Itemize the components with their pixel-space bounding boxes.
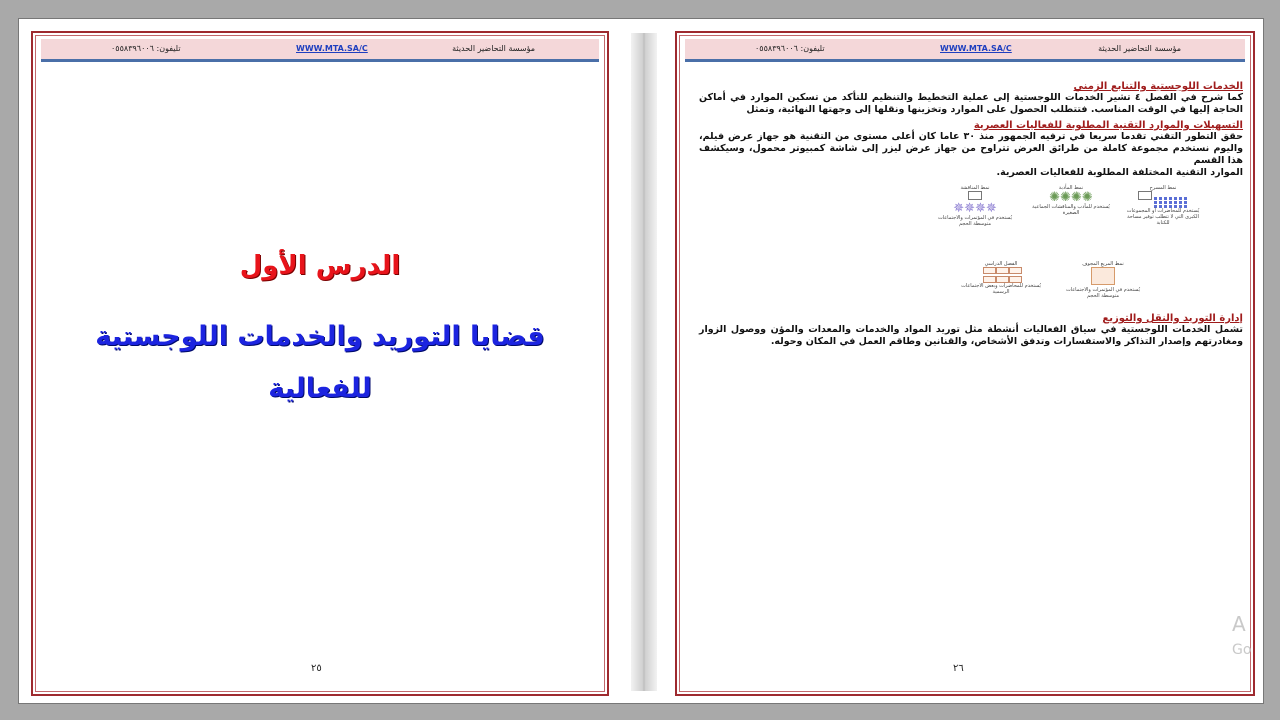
header-org: مؤسسة التحاضير الحديثة: [1098, 44, 1181, 53]
book-gutter: [631, 33, 657, 691]
figure-item-title: الفصل الدراسي: [984, 261, 1018, 267]
section-body: كما شرح في الفصل ٤ تشير الخدمات اللوجستية إلى عملية التخطيط والتنظيم للتأكد من تسكين الموارد في أماكن الحاجة إليها في الوقت المناسب. فتتطلب الحصول على الموارد وتخزينها ونقلها إلى وجهتها النهائية، وتمثل: [699, 92, 1243, 115]
section-body: حقق التطور التقني تقدما سريعا في ترفيه الجمهور منذ ٣٠ عاما كان أعلى مستوى من التقنية هو جهاز عرض فيلم، واليوم نستخدم مجموعة كاملة من طرائق العرض تتراوح من جهاز عرض ليزر إلى شاشة كمبيوتر محمول، وسيكشف هذا القسم: [699, 131, 1243, 166]
page-number: ٢٦: [953, 663, 964, 674]
figure-item-title: نمط المأدبة: [1058, 185, 1084, 191]
page-26: [675, 31, 1255, 696]
lesson-subtitle: قضايا التوريد والخدمات اللوجستية للفعالية: [95, 321, 545, 404]
page-header: [685, 39, 1245, 62]
header-phone: تليفون: ٠٥٥٨٣٩٦٠٠٦: [111, 44, 181, 53]
section-heading: الخدمات اللوجستية والتنابع الزمني: [1073, 81, 1243, 92]
header-org: مؤسسة التحاضير الحديثة: [452, 44, 535, 53]
classroom-rows-icon: [983, 267, 1020, 283]
section-body-2: الموارد التقنية المختلفة المطلوبة للفعاليات العصرية.: [996, 167, 1243, 178]
hollow-square-icon: [1091, 267, 1115, 285]
round-tables-icon: ✺✺✺✺: [1049, 190, 1093, 205]
section-heading: التسهيلات والموارد التقنية المطلوبة للفعاليات العصرية: [973, 120, 1243, 131]
seating-layouts-figure: [925, 183, 1209, 321]
figure-item-caption: يُستخدم للمحاضرات أو المجموعات الكبرى التي لا تتطلب توفير مساحة للكتابة: [1126, 208, 1200, 226]
activation-watermark-sub: Go: [1232, 642, 1252, 658]
figure-item-title: نمط المسرح: [1149, 185, 1177, 191]
figure-item-banquet: [1029, 185, 1113, 216]
figure-item-classroom: [959, 261, 1043, 295]
figure-item-caption: يُستخدم للمحاضرات وبعض الاجتماعات الرسمية: [961, 283, 1041, 295]
figure-item-title: نمط المناقشة: [960, 185, 990, 191]
page-header: [41, 39, 599, 62]
figure-item-theatre: [1121, 185, 1205, 226]
viewer-frame: [18, 18, 1264, 704]
discussion-tables-icon: ✵✵✵✵: [953, 201, 997, 216]
figure-item-title: نمط المربع المجوف: [1082, 261, 1124, 267]
activation-watermark: A: [1232, 612, 1246, 636]
figure-item-caption: يُستخدم في المؤتمرات والاجتماعات متوسطة الحجم: [1065, 287, 1141, 299]
figure-item-caption: يُستخدم في المؤتمرات والاجتماعات متوسطة الحجم: [937, 215, 1013, 227]
chair-grid-icon: [1154, 197, 1188, 208]
section-body: تشمل الخدمات اللوجستية في سياق الفعاليات أنشطة مثل توريد المواد والخدمات والمعدات والمؤن ووصول الزوار ومغادرتهم وإصدار التذاكر والاستفسارات وتدفق الأشخاص، والقنانين وطاقم العمل في المكان وحوله.: [699, 324, 1243, 347]
screen-icon: [968, 191, 982, 200]
figure-item-discussion: [931, 185, 1019, 227]
header-phone: تليفون: ٠٥٥٨٣٩٦٠٠٦: [755, 44, 825, 53]
section-heading: إدارة التوريد والنقل والتوزيع: [1102, 313, 1243, 324]
page-number: ٢٥: [311, 663, 322, 674]
page-25: [31, 31, 609, 696]
figure-item-hollow-square: [1061, 261, 1145, 299]
stage-icon: [1138, 191, 1152, 200]
figure-item-caption: يُستخدم للمآدب والمناقشات الجماعية الصغيرة: [1032, 204, 1110, 216]
lesson-title: الدرس الأول: [239, 251, 401, 281]
header-website-link[interactable]: WWW.MTA.SA/C: [296, 44, 368, 53]
header-website-link[interactable]: WWW.MTA.SA/C: [940, 44, 1012, 53]
